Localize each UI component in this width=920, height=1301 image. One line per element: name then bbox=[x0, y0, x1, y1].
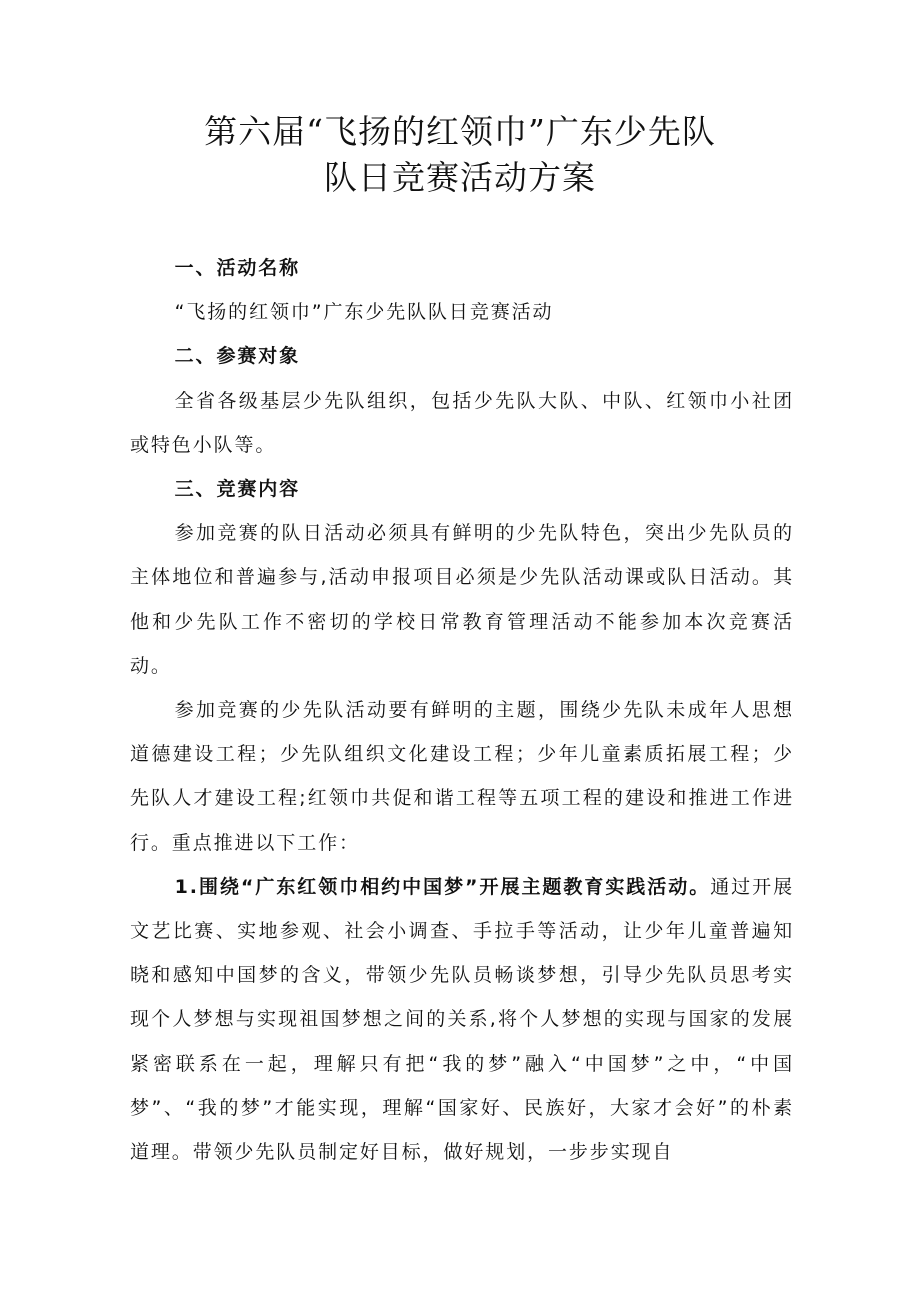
section-3-item-1 bbox=[130, 865, 794, 1174]
section-3-paragraph-1: 参加竞赛的队日活动必须具有鲜明的少先队特色，突出少先队员的主体地位和普遍参与,活动申报项目必须是少先队活动课或队日活动。其他和少先队工作不密切的学校日常教育管理活动不能参加本次竞赛活动。 bbox=[130, 522, 794, 677]
section-2-body: 全省各级基层少先队组织，包括少先队大队、中队、红领巾小社团或特色小队等。 bbox=[130, 389, 794, 456]
document-body bbox=[130, 246, 794, 1174]
section-1-body: “飞扬的红领巾”广东少先队队日竞赛活动 bbox=[174, 301, 554, 324]
item-1-body: 通过开展文艺比赛、实地参观、社会小调查、手拉手等活动，让少年儿童普遍知晓和感知中国梦的含义，带领少先队员畅谈梦想，引导少先队员思考实现个人梦想与实现祖国梦想之间的关系,将个人梦想的实现与国家的发展紧密联系在一起，理解只有把“我的梦”融入“中国梦”之中，“中国梦”、“我的梦”才能实现，理解“国家好、民族好，大家才会好”的朴素道理。带领少先队员制定好目标，做好规划，一步步实现自 bbox=[130, 875, 794, 1164]
item-1-lead: 1.围绕“广东红领巾相约中国梦”开展主题教育实践活动。 bbox=[174, 875, 711, 898]
section-3-paragraph-2: 参加竞赛的少先队活动要有鲜明的主题，围绕少先队未成年人思想道德建设工程；少先队组织文化建设工程；少年儿童素质拓展工程；少先队人才建设工程;红领巾共促和谐工程等五项工程的建设和推进工作进行。重点推进以下工作： bbox=[130, 699, 794, 854]
document-title-line-1: 第六届“飞扬的红领巾”广东少先队 bbox=[204, 112, 716, 151]
section-1-heading: 一、活动名称 bbox=[174, 257, 301, 279]
document-title-line-2: 队日竞赛活动方案 bbox=[324, 158, 596, 197]
section-2-heading: 二、参赛对象 bbox=[174, 345, 301, 368]
section-3-heading: 三、竞赛内容 bbox=[174, 478, 301, 501]
